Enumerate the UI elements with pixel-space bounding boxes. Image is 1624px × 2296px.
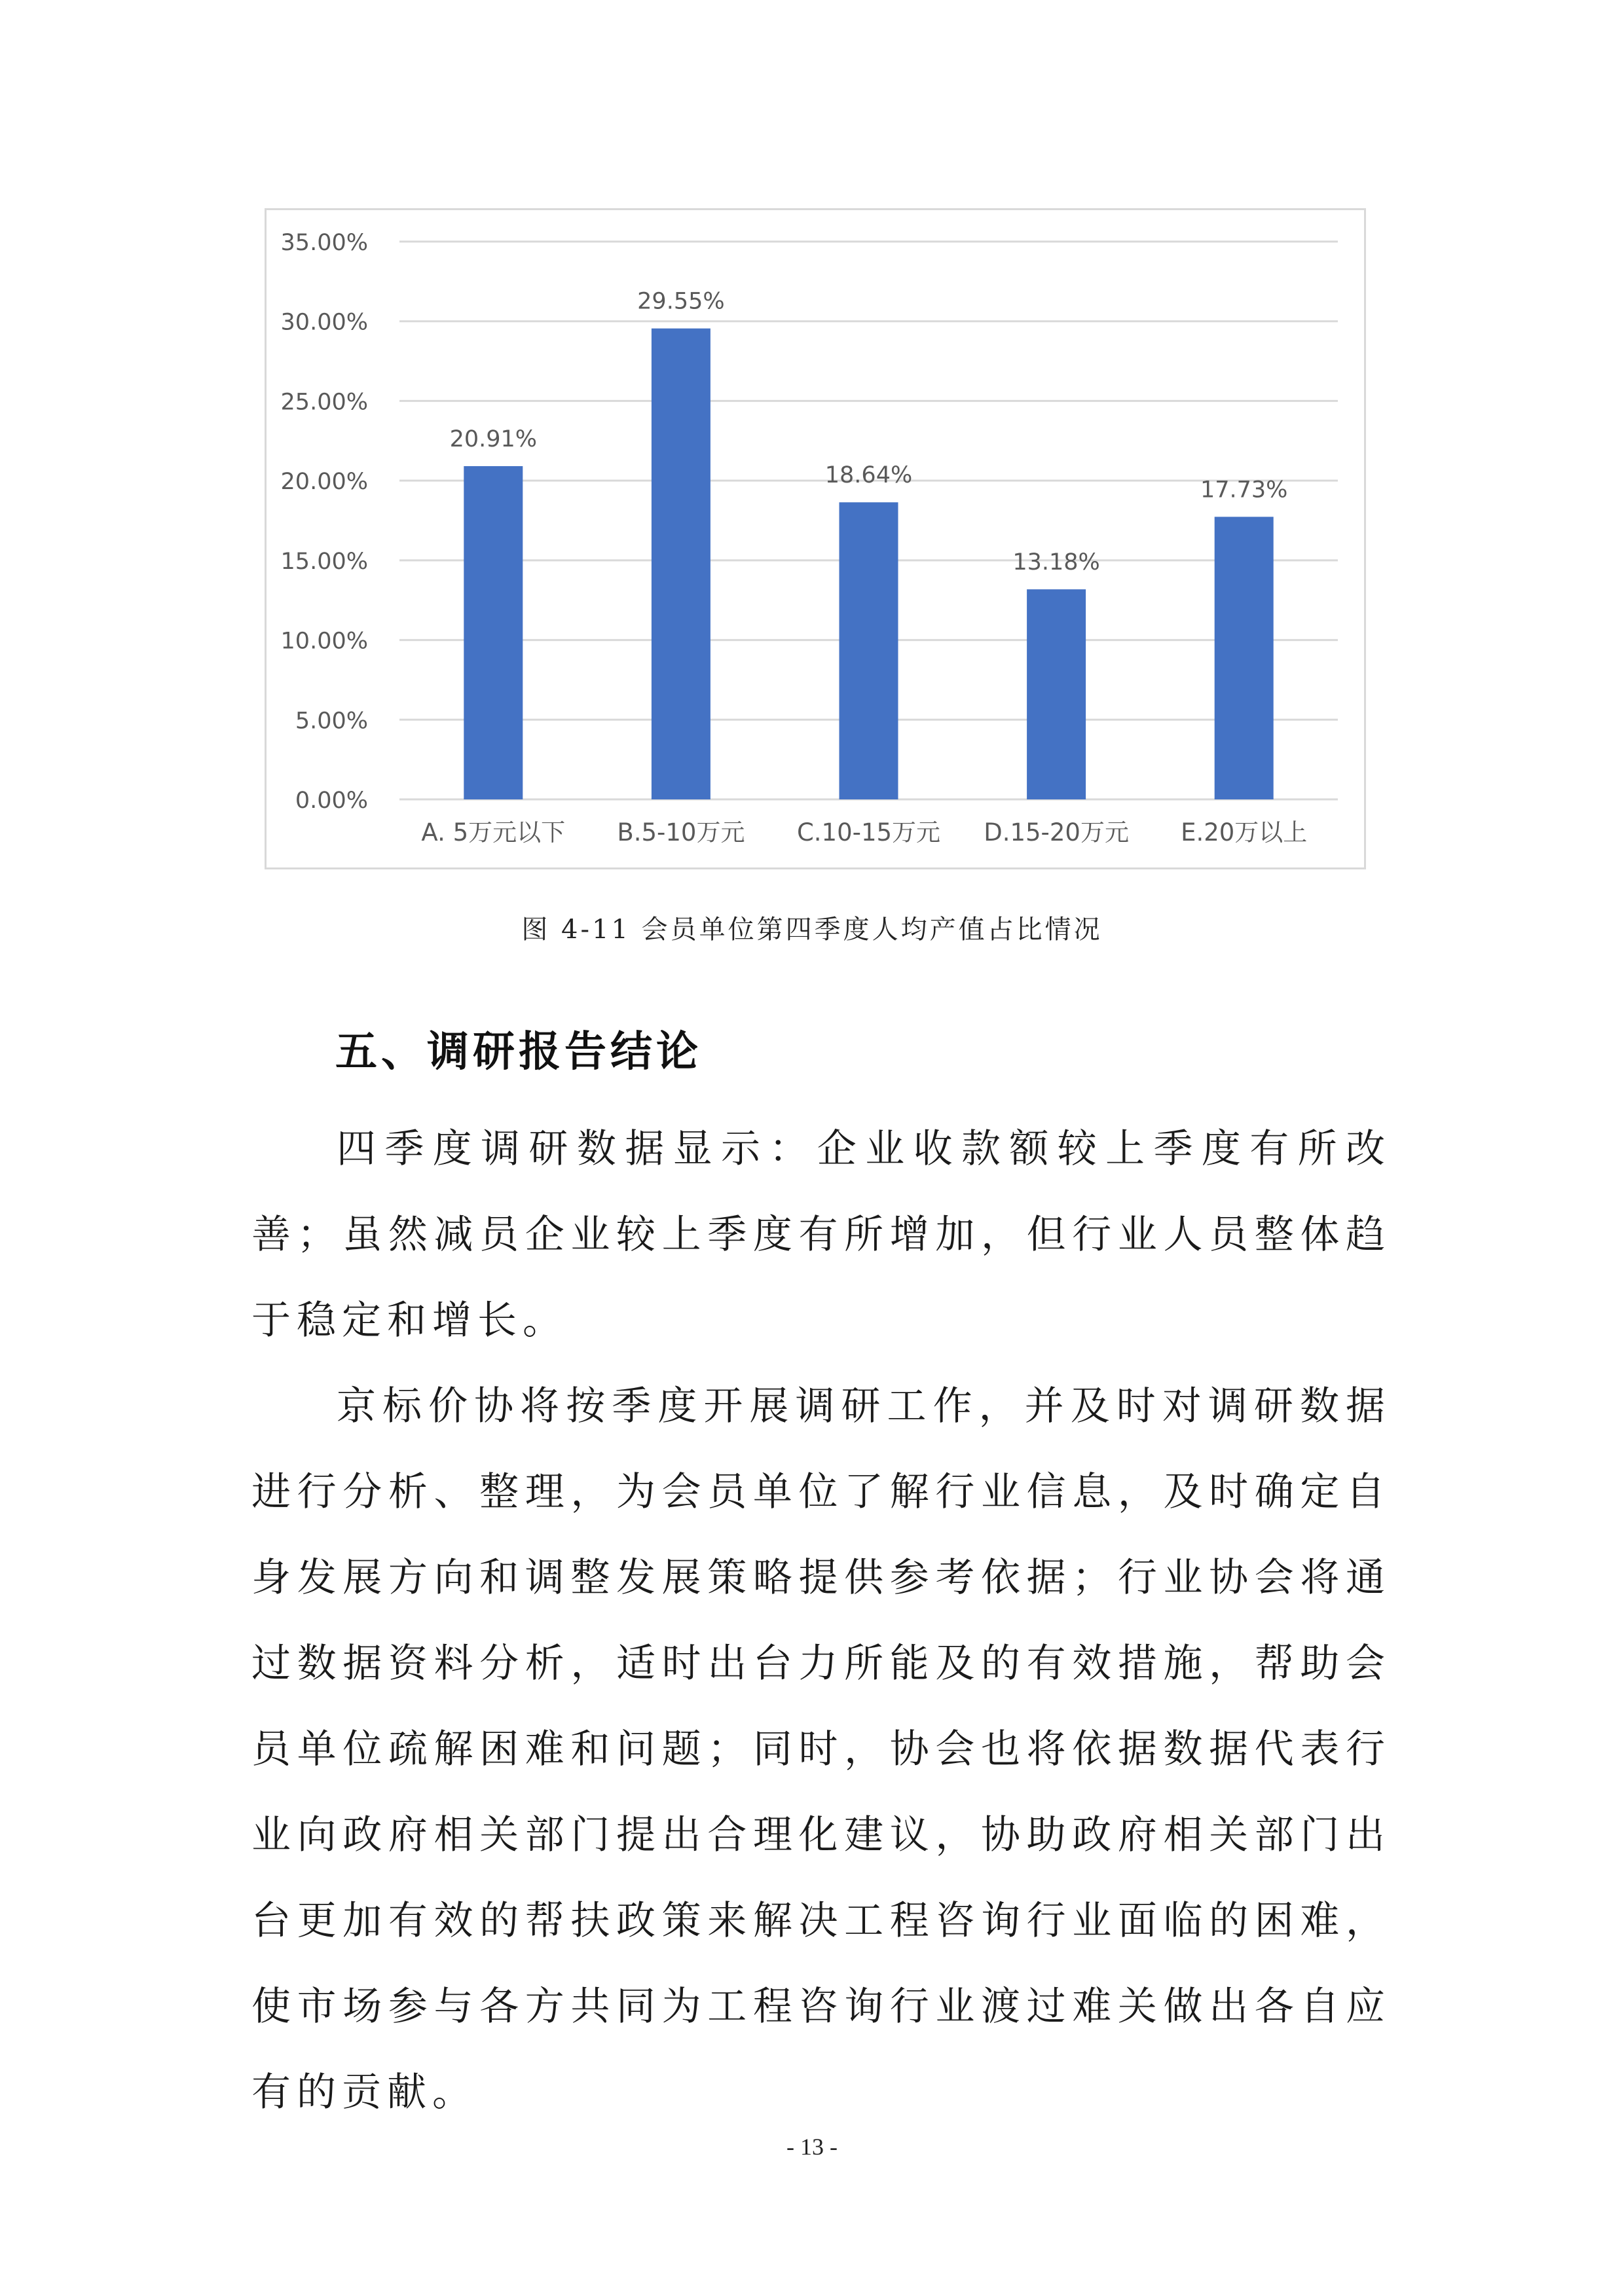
bar (1027, 589, 1086, 799)
data-label: 29.55% (637, 288, 725, 315)
y-tick-label: 5.00% (295, 708, 368, 735)
section-heading: 五、调研报告结论 (335, 1028, 702, 1076)
bar-chart (265, 208, 1366, 869)
y-axis-ticks (281, 230, 368, 814)
y-tick-label: 30.00% (280, 309, 368, 336)
bar (652, 329, 710, 799)
bar (464, 466, 523, 799)
y-tick-label: 0.00% (295, 788, 368, 814)
figure-caption: 图 4-11 会员单位第四季度人均产值占比情况 (521, 915, 1103, 945)
category-label: A. 5万元以下 (421, 818, 566, 847)
conclusion-paragraph-1: 四季度调研数据显示：企业收款额较上季度有所改善；虽然减员企业较上季度有所增加，但行业人员整体趋于稳定和增长。 (251, 1126, 1391, 1343)
conclusion-paragraph-2: 京标价协将按季度开展调研工作，并及时对调研数据进行分析、整理，为会员单位了解行业信息，及时确定自身发展方向和调整发展策略提供参考依据；行业协会将通过数据资料分析，适时出台力所能及的有效措施，帮助会员单位疏解困难和问题；同时，协会也将依据数据代表行业向政府相关部门提出合理化建议，协助政府相关部门出台更加有效的帮扶政策来解决工程咨询行业面临的困难，使市场参与各方共同为工程咨询行业渡过难关做出各自应有的贡献。 (251, 1383, 1391, 2115)
x-axis-categories (421, 818, 1307, 847)
category-label: C.10-15万元 (796, 818, 941, 847)
data-label: 13.18% (1012, 549, 1100, 576)
bar (840, 502, 898, 799)
y-tick-label: 25.00% (280, 389, 368, 416)
data-label: 18.64% (824, 462, 913, 489)
data-label: 17.73% (1200, 477, 1288, 503)
page-number: - 13 - (786, 2134, 838, 2160)
y-tick-label: 15.00% (280, 548, 368, 575)
category-label: B.5-10万元 (617, 818, 745, 847)
category-label: D.15-20万元 (984, 818, 1129, 847)
data-label: 20.91% (449, 426, 538, 452)
chart-canvas (267, 210, 1364, 867)
y-tick-label: 20.00% (280, 469, 368, 496)
category-label: E.20万以上 (1181, 818, 1308, 847)
y-tick-label: 35.00% (280, 230, 368, 256)
y-tick-label: 10.00% (280, 628, 368, 655)
bar (1215, 517, 1274, 799)
bars (464, 329, 1273, 799)
